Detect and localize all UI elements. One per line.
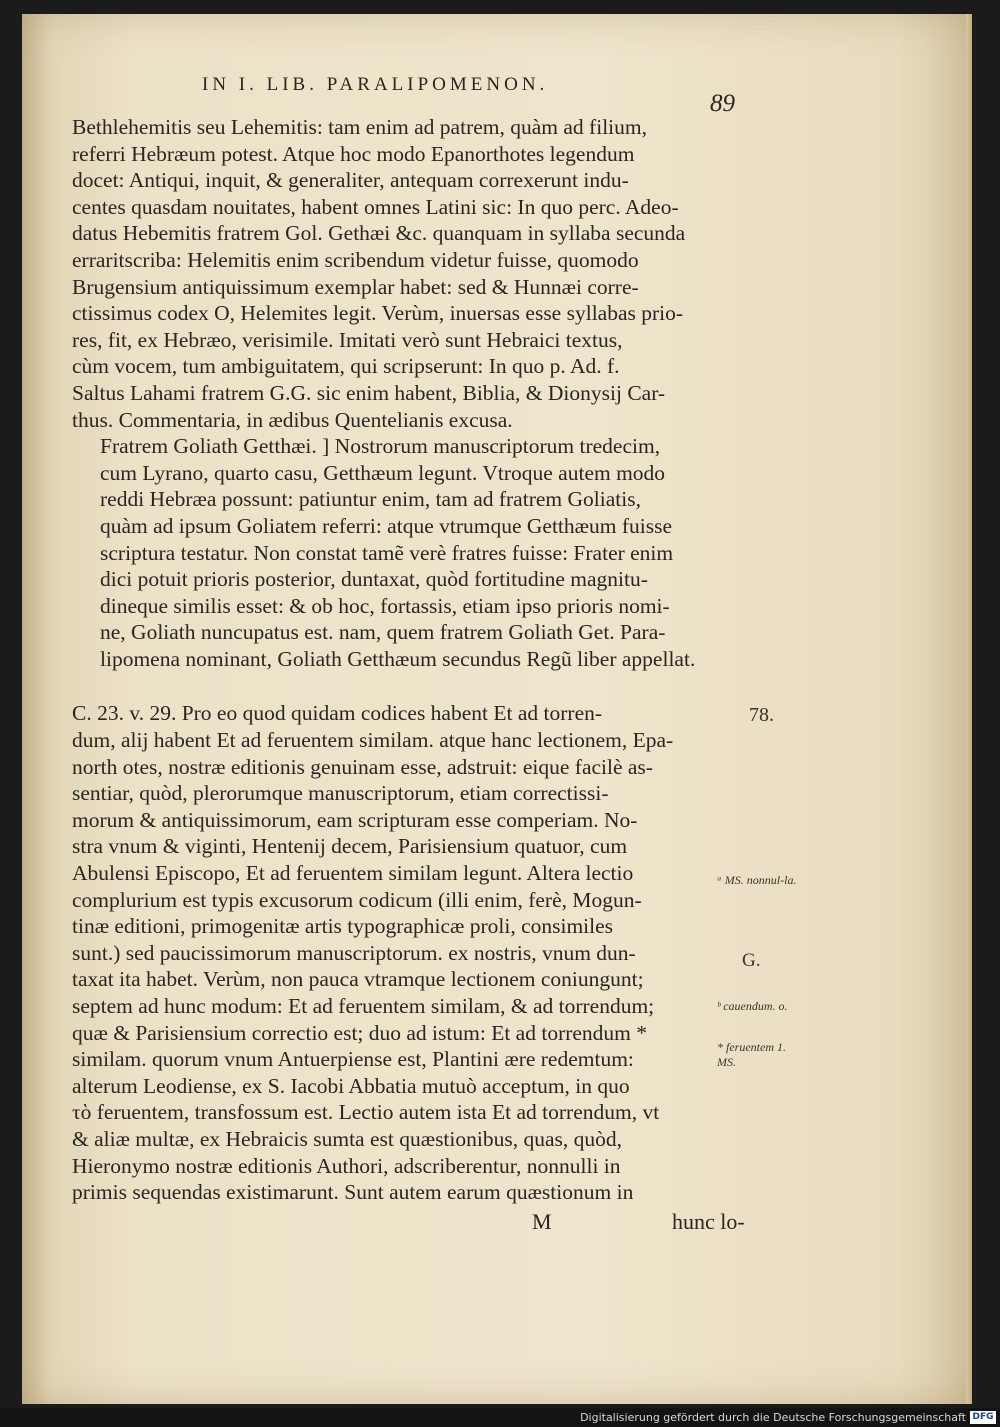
text-line: stra vnum & viginti, Hentenij decem, Parisiensium quatuor, cum [72, 834, 628, 859]
page-number: 89 [710, 90, 735, 117]
running-head: IN I. LIB. PARALIPOMENON. [202, 74, 549, 95]
footer-bar [0, 1408, 1000, 1427]
margin-note-feruentem: * feruentem 1. MS. [717, 1040, 786, 1069]
text-line: taxat ita habet. Verùm, non pauca vtramque lectionem coniungunt; [72, 967, 644, 992]
text-line: & aliæ multæ, ex Hebraicis sumta est quæstionibus, quas, quòd, [72, 1126, 623, 1151]
text-line: quàm ad ipsum Goliatem referri: atque vtrumque Getthæum fuisse [100, 513, 672, 538]
signature-mark: M [532, 1209, 552, 1234]
text-line: dineque similis esset: & ob hoc, fortassis, etiam ipso prioris nomi- [100, 593, 670, 618]
margin-note-g: G. [742, 950, 761, 971]
catchword: hunc lo- [672, 1209, 745, 1234]
text-line: similam. quorum vnum Antuerpiense est, Plantini ære redemtum: [72, 1047, 634, 1072]
text-line: ne, Goliath nuncupatus est. nam, quem fratrem Goliath Get. Para- [100, 620, 666, 645]
text-line: sentiar, quòd, plerorumque manuscriptorum, etiam correctissi- [72, 781, 609, 806]
text-line: alterum Leodiense, ex S. Iacobi Abbatia mutuò acceptum, in quo [72, 1073, 630, 1098]
text-line: referri Hebræum potest. Atque hoc modo Epanorthotes legendum [72, 141, 635, 166]
text-line: docet: Antiqui, inquit, & generaliter, antequam correxerunt indu- [72, 168, 629, 193]
text-line: C. 23. v. 29. Pro eo quod quidam codices habent Et ad torren- [72, 701, 603, 726]
text-line: septem ad hunc modum: Et ad feruentem similam, & ad torrendum; [72, 994, 655, 1018]
text-line: Hieronymo nostræ editionis Authori, adscriberentur, nonnulli in [72, 1153, 621, 1178]
margin-note-ms: ᵃ MS. nonnul-la. [717, 873, 797, 887]
page-edge [966, 14, 972, 1404]
margin-note-78: 78. [749, 704, 774, 726]
paragraph-2 [72, 433, 762, 672]
text-line: ctissimus codex O, Helemites legit. Verùm, inuersas esse syllabas prio- [72, 301, 684, 326]
paragraph-3 [72, 700, 762, 1205]
text-line: Saltus Lahami fratrem G.G. sic enim habent, Biblia, & Dionysij Car- [72, 380, 666, 405]
text-line: cum Lyrano, quarto casu, Getthæum legunt. Vtroque autem modo [100, 460, 666, 485]
text-line: datus Hebemitis fratrem Gol. Gethæi &c. quanquam in syllaba secunda [72, 221, 686, 246]
dfg-logo: DFG [970, 1411, 996, 1424]
book-page [22, 14, 972, 1404]
text-line: lipomena nominant, Goliath Getthæum secundus Regũ liber appellat. [100, 646, 696, 671]
text-line: dum, alij habent Et ad feruentem similam. atque hanc lectionem, Epa- [72, 728, 674, 753]
text-line: quæ & Parisiensium correctio est; duo ad istum: Et ad torrendum * [72, 1020, 648, 1045]
text-line: reddi Hebræa possunt: patiuntur enim, tam ad fratrem Goliatis, [100, 487, 641, 512]
text-line: Fratrem Goliath Getthæi. ] Nostrorum manuscriptorum tredecim, [100, 434, 661, 459]
footer-credit: Digitalisierung gefördert durch die Deutsche Forschungsgemeinschaft [580, 1411, 966, 1424]
text-line: erraritscriba: Helemitis enim scribendum videtur fuisse, quomodo [72, 247, 639, 272]
text-line: scriptura testatur. Non constat tamẽ verè fratres fuisse: Frater enim [100, 540, 674, 565]
text-line: sunt.) sed paucissimorum manuscriptorum. ex nostris, vnum dun- [72, 940, 636, 965]
text-line: thus. Commentaria, in ædibus Quentelianis excusa. [72, 407, 513, 432]
text-line: dici potuit prioris posterior, duntaxat, quòd fortitudine magnitu- [100, 567, 648, 592]
text-line: primis sequendas existimarunt. Sunt autem earum quæstionum in [72, 1180, 634, 1205]
text-line: centes quasdam nouitates, habent omnes Latini sic: In quo perc. Adeo- [72, 194, 679, 219]
text-line: north otes, nostræ editionis genuinam esse, adstruit: eique facilè as- [72, 754, 653, 779]
text-line: cùm vocem, tum ambiguitatem, qui scripserunt: In quo p. Ad. f. [72, 354, 620, 379]
text-line: tinæ editioni, primogenitæ artis typographicæ proli, consimiles [72, 914, 614, 939]
text-line: res, fit, ex Hebræo, verisimile. Imitati verò sunt Hebraici textus, [72, 327, 623, 352]
section-gap [72, 672, 762, 700]
text-line: τὸ feruentem, transfossum est. Lectio autem ista Et ad torrendum, vt [72, 1100, 660, 1125]
text-line: Abulensi Episcopo, Et ad feruentem similam legunt. Altera lectio [72, 861, 634, 886]
main-text [72, 114, 762, 1206]
text-line: Brugensium antiquissimum exemplar habet: sed & Hunnæi corre- [72, 274, 639, 299]
paragraph-1 [72, 114, 762, 433]
text-line: morum & antiquissimorum, eam scripturam esse comperiam. No- [72, 807, 638, 832]
margin-note-cauendum: ᵇ cauendum. o. [717, 999, 788, 1013]
text-line: complurium est typis excusorum codicum (illi enim, ferè, Mogun- [72, 887, 642, 912]
text-line: Bethlehemitis seu Lehemitis: tam enim ad patrem, quàm ad filium, [72, 115, 647, 139]
